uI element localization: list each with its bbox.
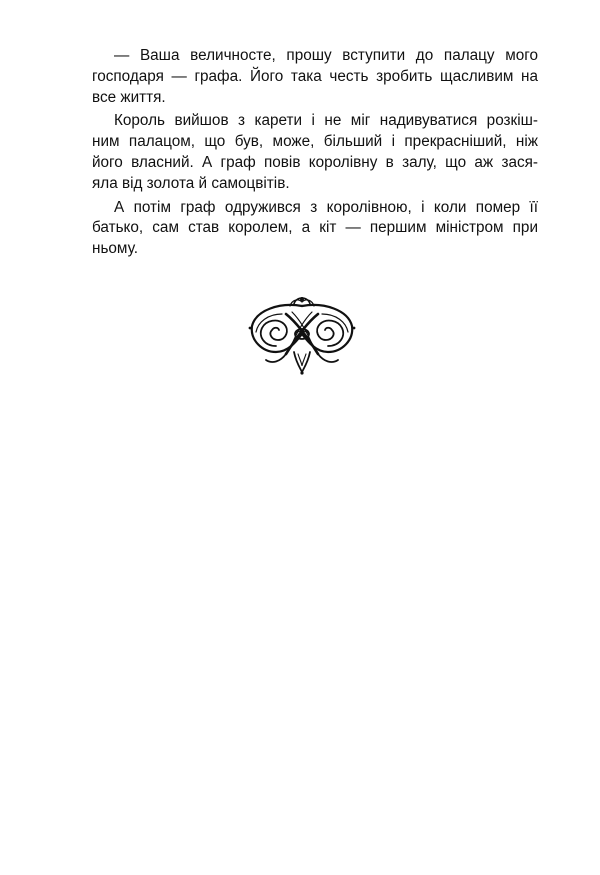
paragraph-3 xyxy=(92,198,538,260)
text-line: все життя. xyxy=(92,88,166,106)
paragraph-2 xyxy=(92,111,538,194)
text-line: ним палацом, що був, може, більший і прекрасніший, ніж xyxy=(92,133,538,151)
text-line: Король вийшов з карети і не міг надивуватися розкіш- xyxy=(114,112,538,130)
paragraph-1 xyxy=(92,46,538,108)
text-line: його власний. А граф повів королівну в залу, що аж зася- xyxy=(92,153,538,171)
ornamental-vignette-icon xyxy=(246,292,358,376)
story-text xyxy=(92,46,538,260)
text-line: А потім граф одружився з королівною, і коли помер її xyxy=(114,198,538,216)
text-line: яла від золота й самоцвітів. xyxy=(92,174,290,192)
text-line: господаря — графа. Його така честь зробить щасливим на xyxy=(92,67,538,85)
text-line: — Ваша величносте, прошу вступити до палацу мого xyxy=(114,47,538,64)
text-line: ньому. xyxy=(92,240,138,258)
text-line: батько, сам став королем, а кіт — першим міністром при xyxy=(92,219,538,237)
